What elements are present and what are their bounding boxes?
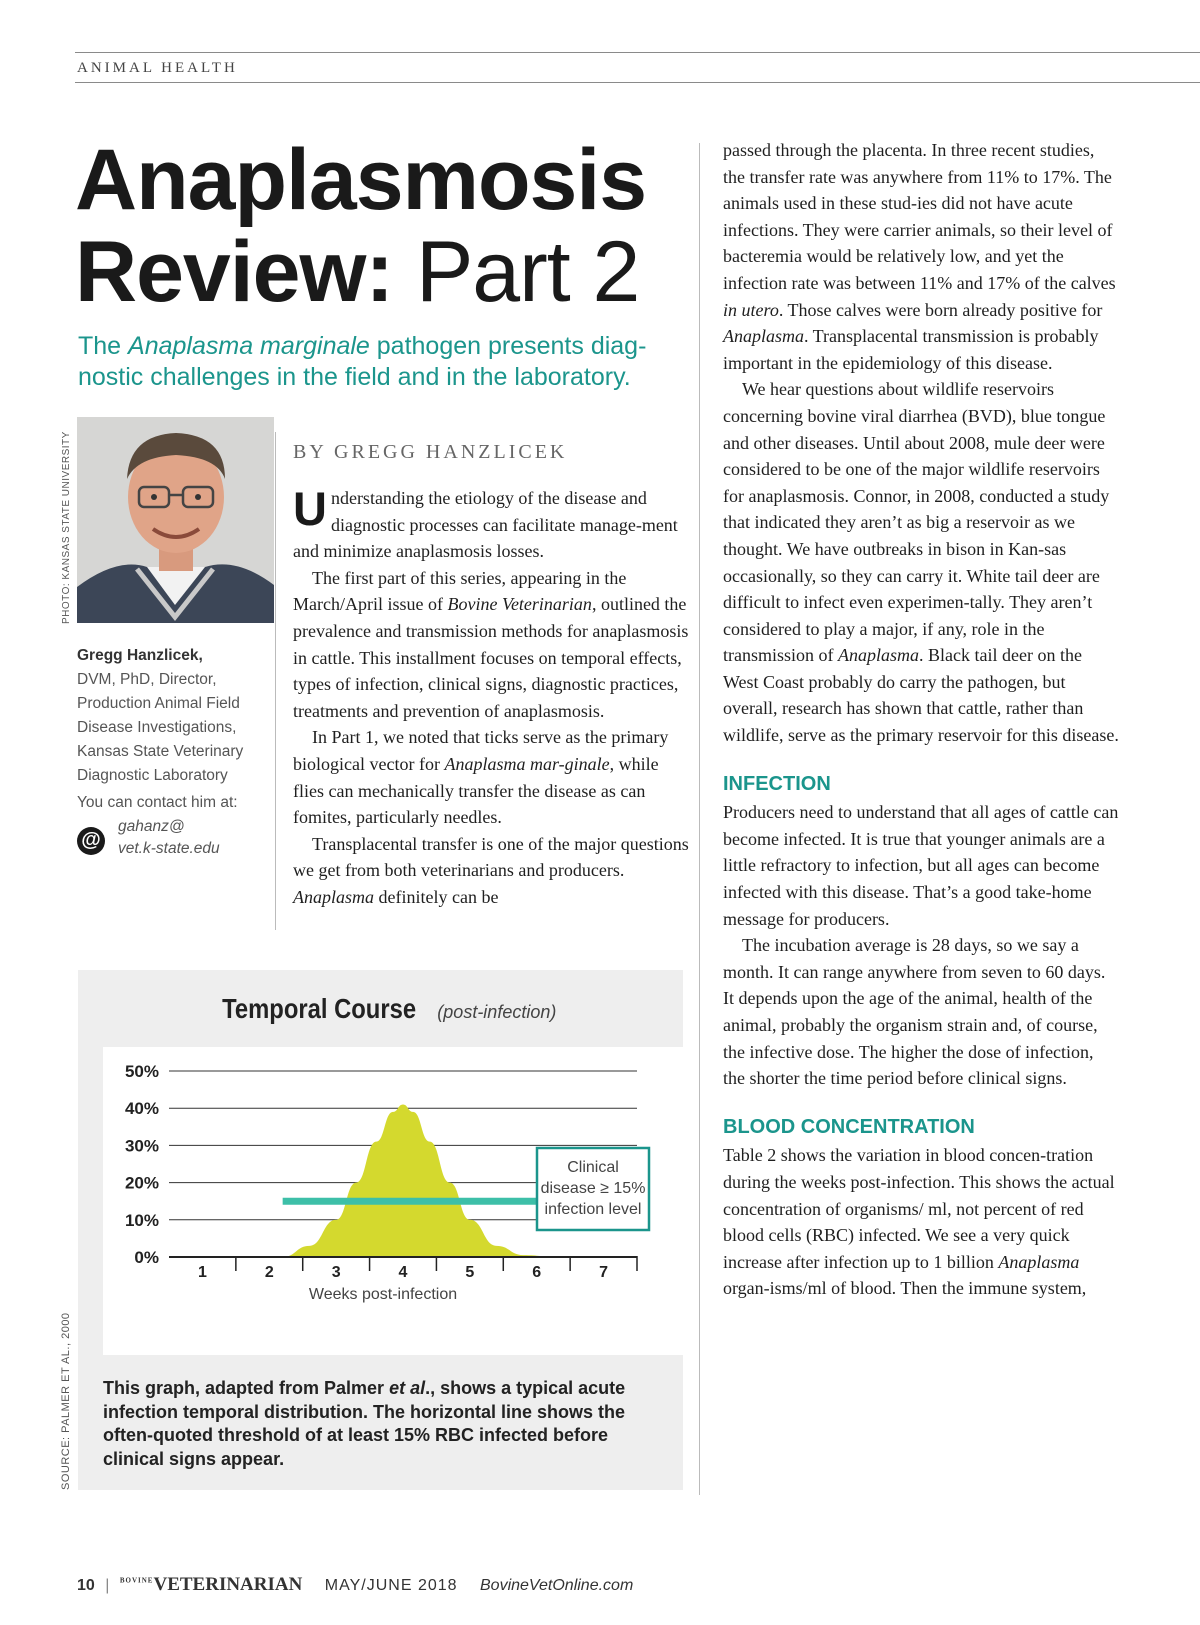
paragraph-text: , while flies can mechanically transfer the disease as can fomites, particularly needles. — [293, 753, 659, 828]
body-column-2 — [723, 137, 1120, 1302]
x-tick-label: 3 — [331, 1264, 341, 1281]
x-tick-label: 7 — [599, 1264, 609, 1281]
bio-line: Disease Investigations, — [77, 719, 237, 736]
x-tick-label: 1 — [197, 1264, 207, 1281]
chart-source: SOURCE: PALMER ET AL., 2000 — [60, 1312, 72, 1490]
annotation-text: Clinical — [567, 1159, 619, 1176]
body-column-1 — [293, 482, 689, 911]
title-bold-part: Review: — [75, 224, 394, 320]
paragraph-text: We hear questions about wildlife reservoirs concerning bovine viral diarrhea (BVD), blue tongue and other diseases. Until about 2008, mule deer were considered to be one of the major wildlife reservoirs for anaplasmosis. Connor, in 2008, conducted a study that indicated they aren’t as big a reservoir as we thought. We have outbreaks in bison in Kan-sas occasionally, so they can carry it. White tail deer are difficult to infect even experimen-tally. They aren’t considered to play a major, if any, role in the transmission of — [723, 379, 1110, 666]
paragraph — [723, 376, 1120, 748]
chart-title — [78, 993, 683, 1025]
annotation-text: disease ≥ 15% — [540, 1180, 646, 1197]
article-title — [75, 134, 646, 318]
logo-small-text: BOVINE — [119, 1576, 154, 1585]
byline: BY GREGG HANZLICEK — [293, 441, 568, 463]
chart-plot-area — [103, 1047, 686, 1355]
paragraph — [293, 724, 689, 830]
author-email[interactable] — [118, 816, 220, 860]
paragraph-text: In Part 1, we noted that ticks serve as the primary biological vector for — [293, 727, 669, 774]
bio-line: Diagnostic Laboratory — [77, 767, 228, 784]
chart-subtitle: (post-infection) — [437, 1002, 557, 1022]
y-tick-label: 20% — [124, 1173, 159, 1193]
paragraph: Producers need to understand that all ages of cattle can become infected. It is true that younger animals are a little refractory to infection, but all ages can become infected with this disease. That’s a good take-home message for producers. — [723, 802, 1119, 929]
paragraph: The incubation average is 28 days, so we say a month. It can range anywhere from seven to 60 days. It depends upon the age of the animal, health of the animal, probably the organism strain and, of course, the infective dose. The higher the dose of infection, the shorter the time period before clinical signs. — [723, 935, 1106, 1089]
paragraph-text: Table 2 shows the variation in blood concen-tration during the weeks post-infection. This shows the actual concentration of organisms/ ml, not percent of red blood cells (RBC) infected. We see a very quick increase after infection up to 1 billion — [723, 1145, 1115, 1272]
header-rule-top — [75, 52, 1200, 53]
paragraph — [293, 565, 689, 725]
photo-credit: PHOTO: KANSAS STATE UNIVERSITY — [61, 431, 72, 624]
paragraph-italic: Anaplasma — [838, 645, 919, 666]
page-number: 10 — [77, 1577, 95, 1594]
email-line-1: gahanz@ — [118, 818, 185, 835]
article-deck — [78, 331, 698, 393]
website-url[interactable]: BovineVetOnline.com — [480, 1577, 634, 1594]
paragraph-text: . Those calves were born already positive for — [778, 299, 1103, 320]
y-tick-label: 0% — [134, 1248, 159, 1267]
deck-text: The — [78, 332, 129, 360]
x-tick-label: 4 — [398, 1264, 408, 1281]
caption-italic: et al — [389, 1378, 426, 1398]
section-heading-infection: INFECTION — [723, 772, 831, 795]
bio-line: Production Animal Field — [77, 695, 240, 712]
infection-curve-area — [283, 1104, 557, 1257]
drop-cap: U — [293, 482, 327, 535]
y-tick-label: 40% — [124, 1099, 159, 1119]
email-line-2: vet.k-state.edu — [118, 840, 220, 857]
author-portrait-illustration — [77, 417, 274, 623]
paragraph — [723, 1142, 1120, 1302]
x-tick-label: 6 — [532, 1264, 542, 1281]
annotation-text: infection level — [544, 1201, 642, 1218]
paragraph-italic: Bovine Veterinarian — [447, 594, 592, 615]
chart-caption — [103, 1377, 673, 1471]
author-bio — [77, 644, 267, 788]
y-tick-label: 50% — [124, 1062, 159, 1081]
paragraph-text: Transplacental transfer is one of the major questions we get from both veterinarians and producers. — [293, 833, 689, 881]
paragraph — [723, 137, 1120, 376]
paragraph-text: definitely can be — [374, 886, 499, 907]
x-tick-label: 5 — [465, 1264, 475, 1281]
logo-text: VETERINARIAN — [153, 1574, 303, 1595]
title-line-1: Anaplasmosis — [75, 132, 647, 228]
deck-text-end: pathogen presents diag-nostic challenges in the field and in the laboratory. — [78, 332, 647, 391]
paragraph-italic: Anaplasma — [293, 886, 374, 907]
paragraph — [293, 831, 689, 911]
x-axis-label: Weeks post-infection — [308, 1286, 458, 1303]
column-divider-left — [275, 432, 276, 930]
paragraph-text: . Transplacental transmission is probably important in the epidemiology of this disease. — [723, 326, 1099, 373]
title-light-part: Part 2 — [415, 224, 640, 320]
bio-line: Kansas State Veterinary — [77, 743, 244, 760]
bio-line: DVM, PhD, Director, — [77, 671, 217, 688]
title-line-2 — [75, 226, 646, 318]
author-name: Gregg Hanzlicek, — [77, 647, 203, 664]
magazine-logo — [120, 1574, 302, 1595]
column-divider-right — [699, 143, 700, 1495]
paragraph-text: organ-isms/ml of blood. Then the immune system, — [723, 1278, 1087, 1299]
caption-text: This graph, adapted from Palmer — [103, 1378, 390, 1398]
section-heading-blood-concentration: BLOOD CONCENTRATION — [723, 1115, 975, 1138]
section-label: ANIMAL HEALTH — [77, 60, 238, 76]
page-footer — [77, 1574, 633, 1596]
author-photo — [77, 417, 274, 623]
paragraph-text: The first part of this series, appearing in the March/April issue of — [293, 567, 627, 615]
paragraph-italic: Anaplasma — [998, 1251, 1080, 1272]
paragraph-text: , outlined the prevalence and transmission methods for anaplasmosis in cattle. This installment focuses on temporal effects, types of infection, clinical signs, diagnostic practices, treatments and prevention of anaplasmosis. — [293, 594, 689, 721]
footer-separator: | — [105, 1577, 110, 1594]
chart-title-main: Temporal Course — [221, 993, 416, 1024]
y-tick-label: 10% — [124, 1210, 159, 1230]
x-tick-label: 2 — [264, 1264, 274, 1281]
paragraph-text: passed through the placenta. In three recent studies, the transfer rate was anywhere from 11% to 17%. The animals used in these stud-ies did not have acute infections. They were carrier animals, so their level of bacteremia would be relatively low, and yet the infection rate was between 11% and 17% of the calves — [723, 140, 1116, 293]
temporal-course-chart — [103, 1047, 686, 1355]
caption-text: ., shows a typical acute infection temporal distribution. The horizontal line shows the often-quoted threshold of at least 15% RBC infected before clinical signs appear. — [103, 1378, 626, 1469]
issue-date: MAY/JUNE 2018 — [324, 1577, 458, 1594]
header-rule-bottom — [75, 82, 1200, 83]
paragraph-italic: Anaplasma — [723, 326, 804, 347]
paragraph-italic: in utero — [723, 299, 779, 320]
paragraph-italic: Anaplasma mar-ginale — [444, 753, 610, 774]
contact-label: You can contact him at: — [77, 794, 238, 811]
y-tick-label: 30% — [124, 1136, 159, 1156]
at-icon: @ — [77, 827, 105, 855]
deck-italic: Anaplasma marginale — [128, 332, 370, 360]
paragraph-text: nderstanding the etiology of the disease and diagnostic processes can facilitate manage-ment and minimize anaplasmosis losses. — [293, 488, 678, 562]
paragraph-text: . Black tail deer on the West Coast probably do carry the pathogen, but overall, research has shown that cattle, rather than wildlife, serve as the primary reservoir for this disease. — [723, 645, 1119, 746]
paragraph — [293, 482, 689, 565]
